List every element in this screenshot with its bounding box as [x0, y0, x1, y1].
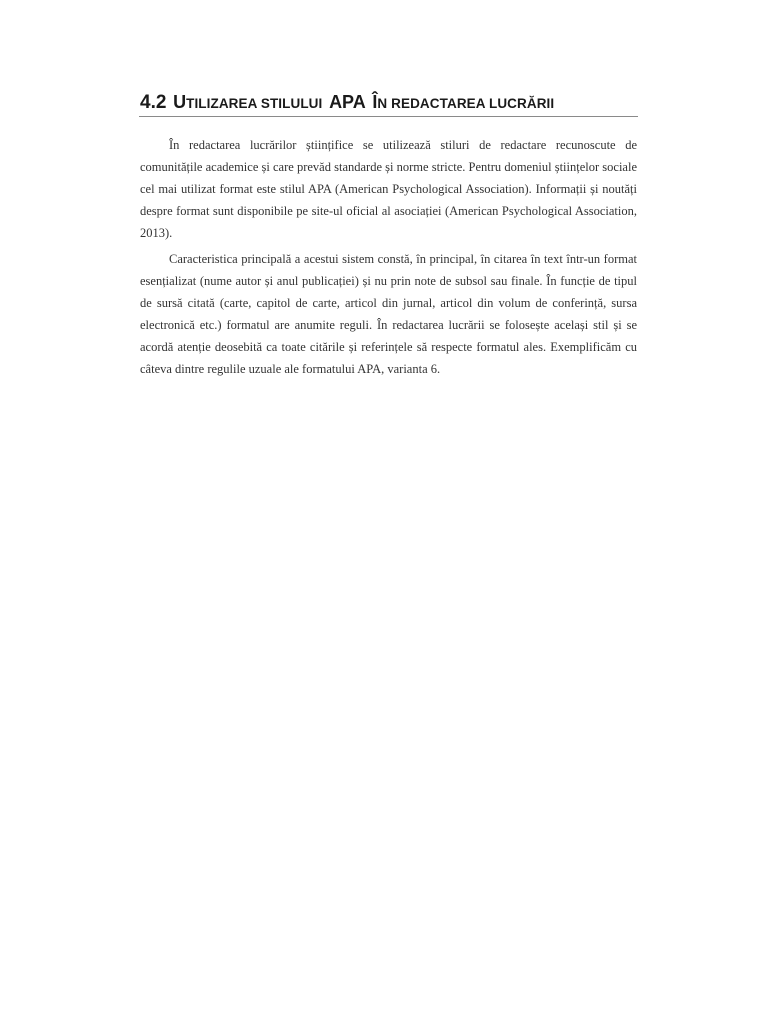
heading-word-rest-2: N REDACTAREA LUCRĂRII — [377, 96, 555, 111]
heading-apa: APA — [329, 92, 366, 112]
section-heading — [140, 89, 638, 116]
paragraph-1: În redactarea lucrărilor științifice se utilizează stiluri de redactare recunoscute de comunitățile academice și care prevăd standarde și norme stricte. Pentru domeniul științelor sociale cel mai utilizat format este stilul APA (American Psychological Association). Informații și noutăți despre format sunt disponibile pe site-ul oficial al asociației (American Psychological Association, 2013). — [140, 138, 637, 240]
section-body — [140, 134, 637, 384]
paragraph-2: Caracteristica principală a acestui sistem constă, în principal, în citarea în text într-un format esențializat (nume autor și anul publicației) și nu prin note de subsol sau finale. În funcție de tipul de sursă citată (carte, capitol de carte, articol din jurnal, articol din volum de conferință, sursa electronică etc.) formatul are anumite reguli. În redactarea lucrării se folosește același stil și se acordă atenție deosebită ca toate citările și referințele să respecte formatul ales. Exemplificăm cu câteva dintre regulile uzuale ale formatului APA, varianta 6. — [140, 252, 637, 376]
heading-underline — [139, 116, 638, 117]
heading-word-initial: U — [173, 92, 187, 112]
section-number: 4.2 — [140, 92, 167, 113]
heading-word-initial-2: Î — [372, 92, 378, 112]
heading-word-rest: TILIZAREA STILULUI — [186, 96, 323, 111]
